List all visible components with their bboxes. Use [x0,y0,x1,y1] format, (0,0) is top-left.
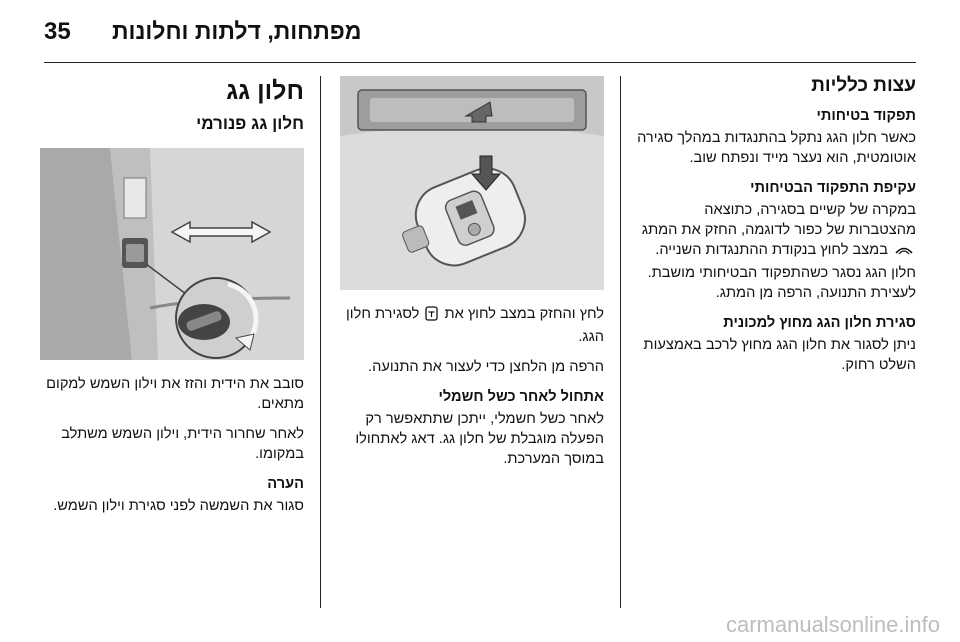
text-slide-sunshade: סובב את הידית והזז את וילון השמש למקום מתאים. [46,376,304,412]
subtitle-panoramic-sunroof: חלון גג פנורמי [196,114,304,133]
text-remote-close: ניתן לסגור את חלון הגג מחוץ לרכב באמצעות השלט רחוק. [643,337,916,373]
column-divider-right [620,76,621,608]
column-middle [334,76,604,479]
section-title-general-tips: עצות כלליות [811,75,916,96]
chapter-title: מפתחות, דלתות וחלונות [112,18,362,44]
watermark: carmanualsonline.info [725,612,940,637]
sunroof-switch-icon [894,243,914,263]
heading-initialization: אתחול לאחר כשל חשמלי [438,389,604,405]
sunroof-button-icon [425,306,438,327]
heading-safety-function: תפקוד בטיחותי [816,108,916,124]
heading-override-safety: עקיפת התפקוד הבטיחותי [750,180,916,196]
text-safety-function: כאשר חלון הגג נתקל בהתנגדות במהלך סגירה אוטומטית, הוא נעצר מייד ונפתח שוב. [637,130,916,166]
text-initialization: לאחר כשל חשמלי, ייתכן שתתאפשר רק הפעלה מוגבלת של חלון גג. דאג לאתחולו במוסך המערכת. [355,411,604,467]
text-release-button: הרפה מן הלחצן כדי לעצור את התנועה. [368,359,604,375]
section-title-sunroof: חלון גג [226,77,304,105]
text-release-handle: לאחר שחרור הידית, וילון השמש משתלב במקומו. [61,426,304,462]
caption-press-button: לחץ והחזק במצב לחוץ את לסגירת חלון הגג. [346,306,604,345]
heading-remote-close: סגירת חלון הגג מחוץ למכונית [723,315,916,331]
header-rule [44,62,916,63]
remote-key-illustration [340,76,604,290]
sunshade-illustration [40,148,304,360]
page-header [44,18,916,50]
text-override-safety: במקרה של קשיים בסגירה, כתוצאה מהצטברות של כפור לדוגמה, החזק את המתג במצב לחוץ בנקודת ההתנגדות השנייה. חלון הגג נסגר כשהתפקוד הבטיחותי מושבת. לעצירת התנועה, הרפה מן המתג. [641,202,916,301]
text-note: סגור את השמשה לפני סגירת וילון השמש. [53,498,304,514]
column-right [634,76,916,385]
page-number: 35 [44,18,71,45]
column-divider-left [320,76,321,608]
column-left [40,76,304,526]
heading-note: הערה [267,476,304,492]
